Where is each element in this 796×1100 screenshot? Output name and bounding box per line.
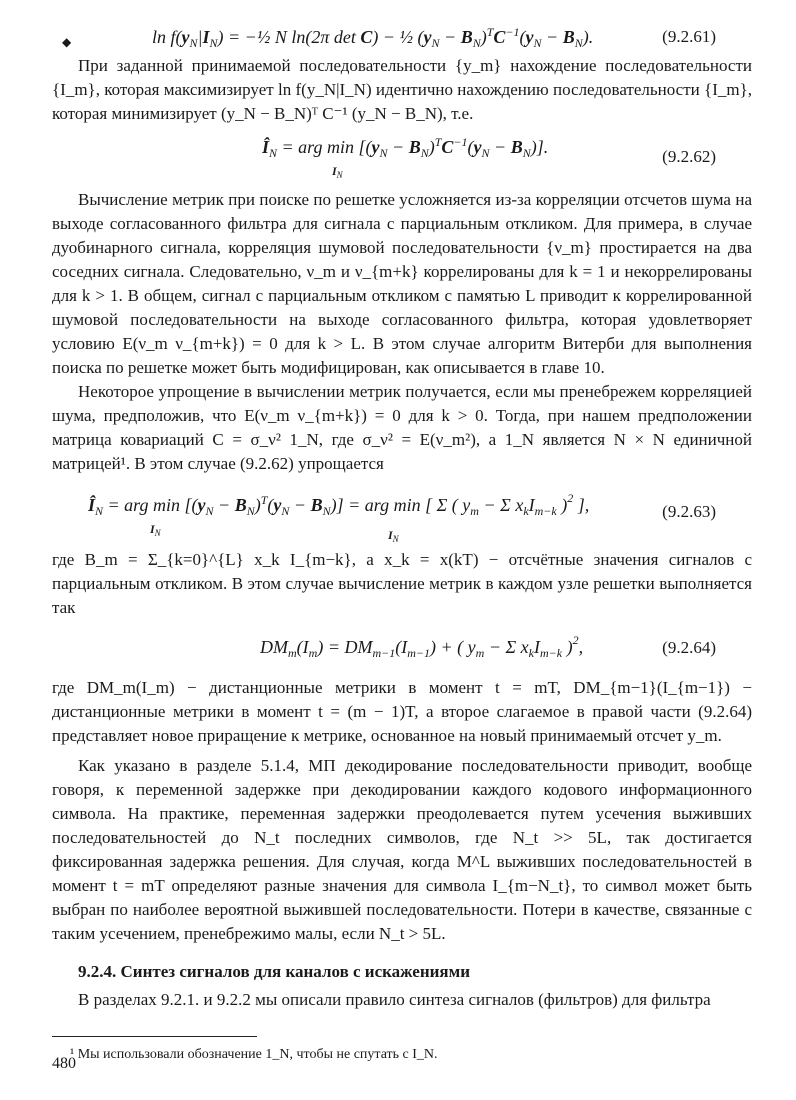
section-heading: 9.2.4. Синтез сигналов для каналов с искажениями bbox=[78, 962, 470, 981]
svg-text:DMm(Im) = DMm−1(Im−1) + ( ym −: $DM_m(I_m) = DM_{m-1}(I_{m-1})$ + ( $y_m - \Sigma$ $x_kI_{m-k}$ )$^2$, bbox=[260, 633, 584, 660]
equation-9-2-63 bbox=[52, 476, 752, 548]
equation-9-2-61 bbox=[52, 20, 752, 54]
svg-text:ln f(yN|IN) = −½ N ln(2π det C: $\ln f(y_N|I_N)$ = −½ N ln(2π det C) − ½ $(y_N - B_N)^TC^{-1}(y_N - B_N)$. bbox=[152, 25, 594, 50]
paragraph-6: Как указано в разделе 5.1.4, МП декодирование последовательности приводит, вообще говоря, к переменной задержке при декодировании каждого кодового информационного символа. На практике, переменная задержки преодолевается путем усечения выживших последовательностей до N_t последних символов, где N_t >> 5L, так достигается фиксированная задержка решения. Для случая, когда M^L выживших последовательностей в момент t = mT определяют разные значения для символа I_{m−N_t}, то символ может быть выбран по наиболее вероятной выжившей последовательности. Потери в качестве, связанные с таким усечением, пренебрежимо малы, если N_t > 5L. bbox=[52, 756, 752, 943]
equation-9-2-64-formula bbox=[260, 623, 620, 673]
margin-bullet: ◆ bbox=[62, 35, 72, 49]
footnote: ¹ Мы использовали обозначение 1_N, чтобы не спутать с I_N. bbox=[70, 1047, 438, 1062]
equation-9-2-64 bbox=[52, 620, 752, 676]
equation-number: (9.2.61) bbox=[662, 27, 716, 46]
svg-text:IN: $I_N$ bbox=[332, 164, 343, 180]
equation-9-2-62-formula bbox=[262, 129, 582, 185]
equation-number: (9.2.63) bbox=[662, 502, 716, 521]
paragraph-7: В разделах 9.2.1. и 9.2.2 мы описали правило синтеза сигналов (фильтров) для фильтра bbox=[78, 990, 711, 1009]
equation-9-2-62 bbox=[52, 126, 752, 188]
equation-9-2-61-formula bbox=[152, 22, 622, 52]
paragraph-3: Некоторое упрощение в вычислении метрик получается, если мы пренебрежем корреляцией шума, предположив, что E(ν_m ν_{m+k}) = 0 для k > 0. Тогда, при нашем предположении матрица ковариаций C = σ_ν² 1_N, где σ_ν² = E(ν_m²), а 1_N является N × N единичной матрицей¹. В этом случае (9.2.62) упрощается bbox=[52, 382, 752, 473]
paragraph-5: где DM_m(I_m) − дистанционные метрики в момент t = mT, DM_{m−1}(I_{m−1}) − дистанционные метрики в момент t = (m − 1)T, а второе слагаемое в правой части (9.2.64) представляет новое приращение к метрике, основанное на новый принимаемый отсчет y_m. bbox=[52, 678, 752, 745]
equation-number: (9.2.64) bbox=[662, 638, 716, 657]
footnote-divider bbox=[52, 1036, 257, 1037]
paragraph-1: При заданной принимаемой последовательности {y_m} нахождение последовательности {I_m}, которая максимизирует ln f(y_N|I_N) идентично нахождению последовательности {I_m}, которая минимизирует (y_N − B_N)ᵀ C⁻¹ (y_N − B_N), т.е. bbox=[52, 56, 752, 123]
equation-9-2-63-formula bbox=[88, 477, 628, 547]
paragraph-2: Вычисление метрик при поиске по решетке усложняется из-за корреляции отсчетов шума на выходе согласованного фильтра для сигнала с парциальным откликом. Для примера, в случае дуобинарного сигнала, корреляция шумовой последовательности {ν_m} простирается на два соседних сигнала. Следовательно, ν_m и ν_{m+k} коррелированы для k = 1 и некоррелированы для k > 1. В общем, сигнал с парциальным откликом с памятью L приводит к коррелированной шумовой последовательности на выходе согласованного фильтра, которая удовлетворяет условию E(ν_m ν_{m+k}) = 0 для k > L. В этом случае алгоритм Витерби для выполнения поиска по решетке может быть модифицирован, как описывается в главе 10. bbox=[52, 190, 752, 377]
page-number: 480 bbox=[52, 1055, 76, 1072]
page-content bbox=[52, 20, 752, 1067]
svg-text:IN: $I_N$ bbox=[150, 522, 161, 538]
paragraph-4: где B_m = Σ_{k=0}^{L} x_k I_{m−k}, а x_k = x(kT) − отсчётные значения сигналов с парциальным откликом. В этом случае вычисление метрик в каждом узле решетки выполняется так bbox=[52, 550, 752, 617]
svg-text:ÎN = arg min [(yN − BN)TC−1(yN: $Î_N$ = arg $\min [(y_N - B_N)^TC^{-1}(y_N - B_N)]$. bbox=[262, 135, 549, 160]
equation-number: (9.2.62) bbox=[662, 147, 716, 166]
svg-text:IN: $I_N$ bbox=[388, 528, 399, 544]
svg-text:ÎN = arg min [(yN − BN)T(yN −: $Î_N$ = arg $\min [(y_N - B_N)^T(y_N - B_N)]$ = arg min [ Σ ( $y_m - \Sigma$ $x_kI_{m-k}$ )$^2$ ], bbox=[88, 491, 590, 518]
